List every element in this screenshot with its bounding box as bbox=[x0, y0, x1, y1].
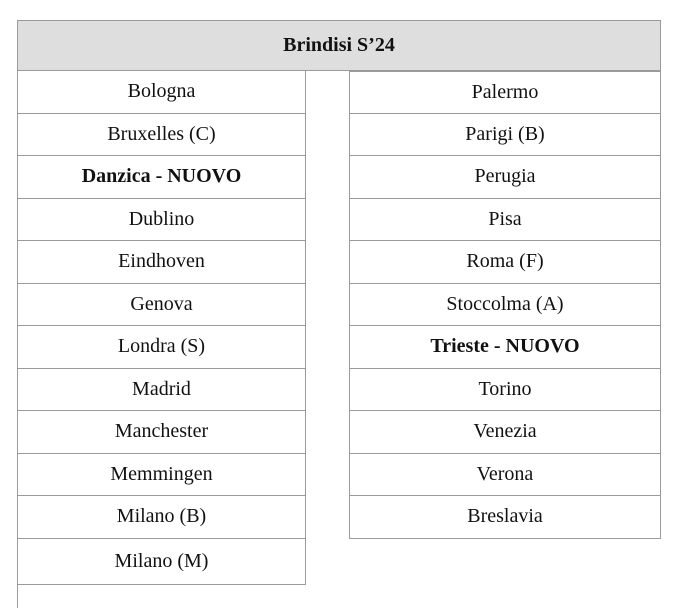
right-destination-column bbox=[349, 71, 661, 539]
destination-cell: Verona bbox=[349, 454, 661, 497]
destination-cell: Dublino bbox=[17, 199, 306, 242]
destination-cell: Roma (F) bbox=[349, 241, 661, 284]
destination-cell: Londra (S) bbox=[17, 326, 306, 369]
destination-cell: Venezia bbox=[349, 411, 661, 454]
destination-cell: Palermo bbox=[349, 71, 661, 114]
destination-cell: Manchester bbox=[17, 411, 306, 454]
table-title: Brindisi S’24 bbox=[17, 20, 661, 71]
destination-cell: Parigi (B) bbox=[349, 114, 661, 157]
destination-cell: Torino bbox=[349, 369, 661, 412]
destination-cell: Perugia bbox=[349, 156, 661, 199]
destination-cell: Genova bbox=[17, 284, 306, 327]
destination-cell: Bruxelles (C) bbox=[17, 114, 306, 157]
destination-cell: Pisa bbox=[349, 199, 661, 242]
destination-cell: Madrid bbox=[17, 369, 306, 412]
destination-cell: Eindhoven bbox=[17, 241, 306, 284]
destination-cell: Memmingen bbox=[17, 454, 306, 497]
destination-cell: Stoccolma (A) bbox=[349, 284, 661, 327]
destination-cell: Milano (B) bbox=[17, 496, 306, 539]
destination-cell: Danzica - NUOVO bbox=[17, 156, 306, 199]
destination-cell: Bologna bbox=[17, 71, 306, 114]
left-destination-column bbox=[17, 71, 306, 585]
destination-cell: Milano (M) bbox=[17, 539, 306, 585]
destination-cell: Breslavia bbox=[349, 496, 661, 539]
destination-cell: Trieste - NUOVO bbox=[349, 326, 661, 369]
